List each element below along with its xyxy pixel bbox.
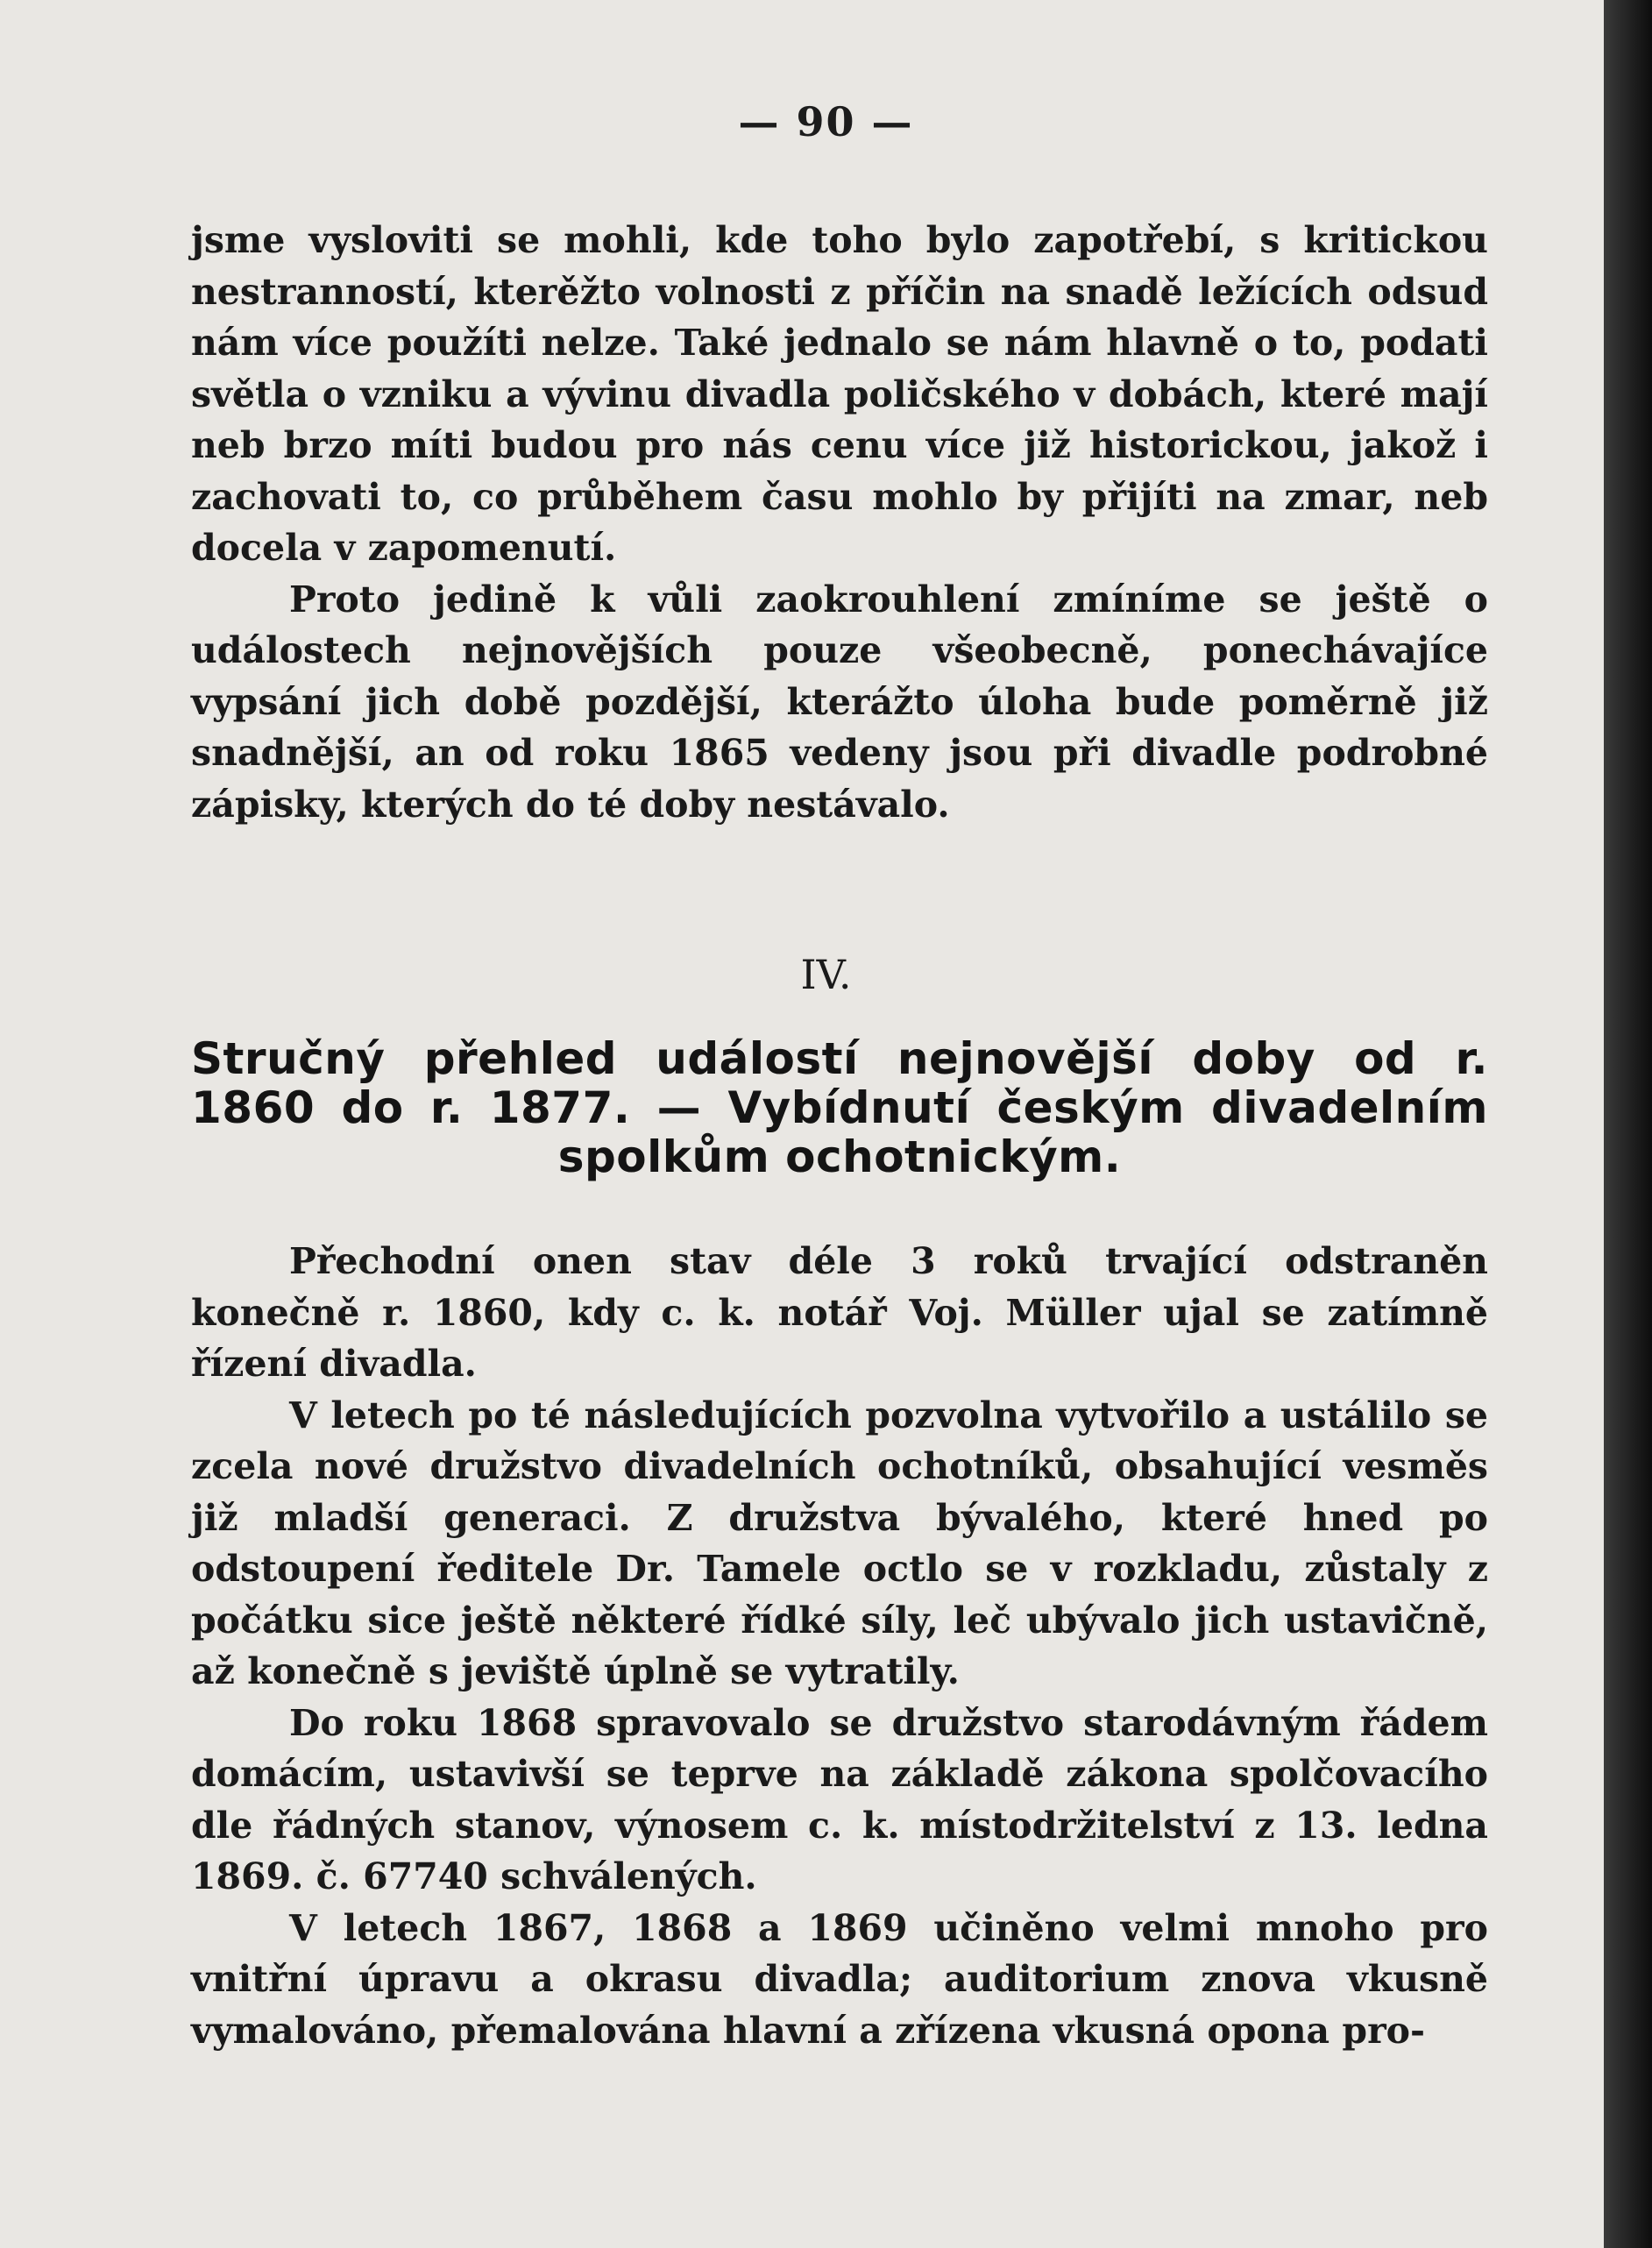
section-numeral: IV. (800, 951, 852, 998)
paragraph: Do roku 1868 spravovalo se družstvo starodávným řádem domácím, ustavivší se teprve na základě zákona spolčovacího dle řádných stanov, výnosem c. k. místodržitelství z 13. ledna 1869. č. 67740 schválených. (191, 1701, 1488, 1897)
text-block-bottom (191, 1236, 1488, 2056)
paragraph: jsme vysloviti se mohli, kde toho bylo zapotřebí, s kritickou nestranností, kterěžto volnosti z příčin na snadě ležících odsud nám více použíti nelze. Také jednalo se nám hlavně o to, podati světla o vzniku a vývinu divadla poličského v dobách, které mají neb brzo míti budou pro nás cenu více již historickou, jakož i zachovati to, co průběhem času mohlo by přijíti na zmar, neb docela v zapomenutí. (191, 219, 1488, 569)
paragraph: V letech po té následujících pozvolna vytvořilo a ustálilo se zcela nové družstvo divadelních ochotníků, obsahující vesměs již mladší generaci. Z družstva bývalého, které hned po odstoupení ředitele Dr. Tamele octlo se v rozkladu, zůstaly z počátku sice ještě některé řídké síly, leč ubývalo jich ustavičně, až konečně s jeviště úplně se vytratily. (191, 1393, 1488, 1692)
paragraph: Proto jedině k vůli zaokrouhlení zmíníme se ještě o událostech nejnovějších pouze všeobecně, ponechávajíce vypsání jich době pozdější, kterážto úloha bude poměrně již snadnější, an od roku 1865 vedeny jsou při divadle podrobné zápisky, kterých do té doby nestávalo. (191, 578, 1488, 826)
text-block-top (191, 215, 1488, 830)
scan-edge-shadow (1604, 0, 1652, 2248)
section-heading: Stručný přehled událostí nejnovější doby od r. 1860 do r. 1877. — Vybídnutí českým divadelním spolkům ochotnickým. (191, 1033, 1488, 1182)
page-number: — 90 — (738, 98, 914, 145)
paragraph: Přechodní onen stav déle 3 roků trvající odstraněn konečně r. 1860, kdy c. k. notář Voj. Müller ujal se zatímně řízení divadla. (191, 1240, 1488, 1385)
paragraph: V letech 1867, 1868 a 1869 učiněno velmi mnoho pro vnitřní úpravu a okrasu divadla; auditorium znova vkusně vymalováno, přemalována hlavní a zřízena vkusná opona pro- (191, 1906, 1488, 2052)
